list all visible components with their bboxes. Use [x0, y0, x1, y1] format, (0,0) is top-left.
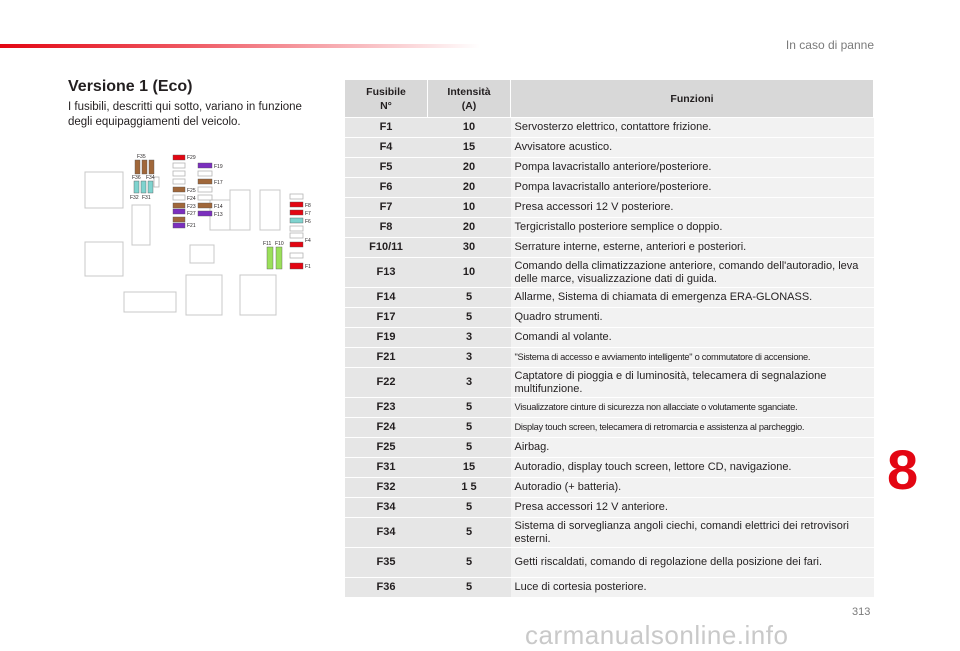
table-row	[345, 138, 874, 158]
table-row	[345, 498, 874, 518]
fuse-label: F14	[214, 204, 223, 210]
fuse-id: F31	[345, 458, 428, 478]
table-row	[345, 258, 874, 288]
table-row	[345, 238, 874, 258]
fuse-function: Sistema di sorveglianza angoli ciechi, comandi elettrici dei retrovisori esterni.	[511, 518, 874, 548]
chapter-number: 8	[887, 438, 919, 501]
fuse-amps: 5	[428, 438, 511, 458]
header-fuse	[345, 80, 428, 118]
fuse-id: F23	[345, 398, 428, 418]
fuse-amps: 3	[428, 348, 511, 368]
fuse-label: F17	[214, 180, 223, 186]
table-row	[345, 548, 874, 578]
fuse-amps: 10	[428, 258, 511, 288]
fuse-id: F34	[345, 498, 428, 518]
fuse-amps: 5	[428, 518, 511, 548]
table-row	[345, 288, 874, 308]
fuse-function: Luce di cortesia posteriore.	[511, 578, 874, 598]
table-row	[345, 418, 874, 438]
fuse-id: F8	[345, 218, 428, 238]
fuse-function: Presa accessori 12 V posteriore.	[511, 198, 874, 218]
fuse-label: F10	[275, 241, 284, 247]
fuse-amps: 5	[428, 418, 511, 438]
table-row	[345, 118, 874, 138]
fuse-amps: 20	[428, 158, 511, 178]
header-functions-label: Funzioni	[670, 92, 714, 105]
table-row	[345, 218, 874, 238]
fuse-id: F22	[345, 368, 428, 398]
fuse-label: F27	[187, 211, 196, 217]
fuse-amps: 15	[428, 458, 511, 478]
table-row	[345, 478, 874, 498]
fuse-amps: 5	[428, 308, 511, 328]
fuse-function: Allarme, Sistema di chiamata di emergenza ERA-GLONASS.	[511, 288, 874, 308]
header-accent-line	[0, 44, 480, 48]
table-row	[345, 348, 874, 368]
header-functions	[511, 80, 874, 118]
fuse-function: Comando della climatizzazione anteriore, comando dell'autoradio, leva delle marce, visualizzazione dati di guida.	[511, 258, 874, 288]
fuse-labels	[130, 154, 311, 270]
fuse-id: F21	[345, 348, 428, 368]
fuse-label: F24	[187, 196, 196, 202]
fuse-label: F29	[187, 155, 196, 161]
table-row	[345, 398, 874, 418]
fuse-label: F1	[305, 264, 311, 270]
fuse-function: Servosterzo elettrico, contattore frizione.	[511, 118, 874, 138]
fuse-label: F25	[187, 188, 196, 194]
table-row	[345, 198, 874, 218]
fuse-id: F17	[345, 308, 428, 328]
fuse-amps: 20	[428, 218, 511, 238]
fuse-label: F6	[305, 219, 311, 225]
fuse-amps: 5	[428, 548, 511, 578]
fuse-id: F25	[345, 438, 428, 458]
fuse-amps: 5	[428, 578, 511, 598]
fuse-amps: 20	[428, 178, 511, 198]
header-current	[428, 80, 511, 118]
fuse-function: Airbag.	[511, 438, 874, 458]
fuse-label: F7	[305, 211, 311, 217]
header-fuse-label: Fusibile N°	[366, 85, 406, 112]
table-row	[345, 308, 874, 328]
fuse-function: Comandi al volante.	[511, 328, 874, 348]
table-row	[345, 438, 874, 458]
page-number: 313	[852, 606, 871, 618]
fuse-label: F36	[132, 175, 141, 181]
fuse-amps: 3	[428, 368, 511, 398]
fuse-label: F35	[137, 154, 146, 160]
fuse-function: Autoradio, display touch screen, lettore CD, navigazione.	[511, 458, 874, 478]
fuse-function: Quadro strumenti.	[511, 308, 874, 328]
fuse-amps: 10	[428, 118, 511, 138]
table-row	[345, 518, 874, 548]
fuse-label: F19	[214, 164, 223, 170]
table-header-row	[345, 80, 874, 118]
section-title: Versione 1 (Eco)	[68, 78, 193, 95]
fuse-label: F4	[305, 238, 311, 244]
table-row	[345, 158, 874, 178]
fuse-label: F31	[142, 195, 151, 201]
fuse-function: Visualizzatore cinture di sicurezza non allacciate o volutamente sganciate.	[511, 398, 874, 418]
fuse-amps: 5	[428, 398, 511, 418]
fuse-id: F24	[345, 418, 428, 438]
table-row	[345, 458, 874, 478]
fuse-label: F13	[214, 212, 223, 218]
header-current-label: Intensità (A)	[447, 85, 491, 112]
fuse-function: Tergicristallo posteriore semplice o doppio.	[511, 218, 874, 238]
fuse-function: Serrature interne, esterne, anteriori e posteriori.	[511, 238, 874, 258]
fuse-amps: 3	[428, 328, 511, 348]
fuse-amps: 1 5	[428, 478, 511, 498]
fuse-id: F4	[345, 138, 428, 158]
fuse-label: F32	[130, 195, 139, 201]
fuse-label: F8	[305, 203, 311, 209]
fuse-function: Avvisatore acustico.	[511, 138, 874, 158]
table-row	[345, 328, 874, 348]
fuse-function: "Sistema di accesso e avviamento intelligente" o commutatore di accensione.	[511, 348, 874, 368]
fuse-label: F23	[187, 204, 196, 210]
fuse-amps: 15	[428, 138, 511, 158]
fuse-id: F5	[345, 158, 428, 178]
intro-text: I fusibili, descritti qui sotto, variano in funzione degli equipaggiamenti del veicolo.	[68, 101, 302, 128]
fuse-function: Autoradio (+ batteria).	[511, 478, 874, 498]
fuse-id: F6	[345, 178, 428, 198]
fuse-amps: 10	[428, 198, 511, 218]
section-header: In caso di panne	[785, 38, 874, 52]
fuse-table	[344, 79, 874, 598]
fuse-id: F10/11	[345, 238, 428, 258]
fuse-id: F13	[345, 258, 428, 288]
fuse-amps: 5	[428, 288, 511, 308]
table-row	[345, 178, 874, 198]
fuse-amps: 30	[428, 238, 511, 258]
fuse-id: F32	[345, 478, 428, 498]
table-row	[345, 578, 874, 598]
fuse-id: F35	[345, 548, 428, 578]
fuse-id: F34	[345, 518, 428, 548]
fuse-function: Pompa lavacristallo anteriore/posteriore.	[511, 178, 874, 198]
fuse-id: F14	[345, 288, 428, 308]
fuse-function: Display touch screen, telecamera di retromarcia e assistenza al parcheggio.	[511, 418, 874, 438]
fuse-function: Captatore di pioggia e di luminosità, telecamera di segnalazione multifunzione.	[511, 368, 874, 398]
fuse-box-diagram	[80, 150, 320, 325]
table-row	[345, 368, 874, 398]
fuse-id: F36	[345, 578, 428, 598]
fuse-function: Getti riscaldati, comando di regolazione della posizione dei fari.	[511, 548, 874, 578]
fuse-function: Presa accessori 12 V anteriore.	[511, 498, 874, 518]
fuse-id: F19	[345, 328, 428, 348]
fuse-function: Pompa lavacristallo anteriore/posteriore.	[511, 158, 874, 178]
fuse-label: F21	[187, 223, 196, 229]
watermark: carmanualsonline.info	[525, 620, 789, 650]
fuse-label: F34	[146, 175, 155, 181]
fuse-label: F11	[263, 241, 272, 247]
fuse-id: F7	[345, 198, 428, 218]
fuse-amps: 5	[428, 498, 511, 518]
fuse-id: F1	[345, 118, 428, 138]
